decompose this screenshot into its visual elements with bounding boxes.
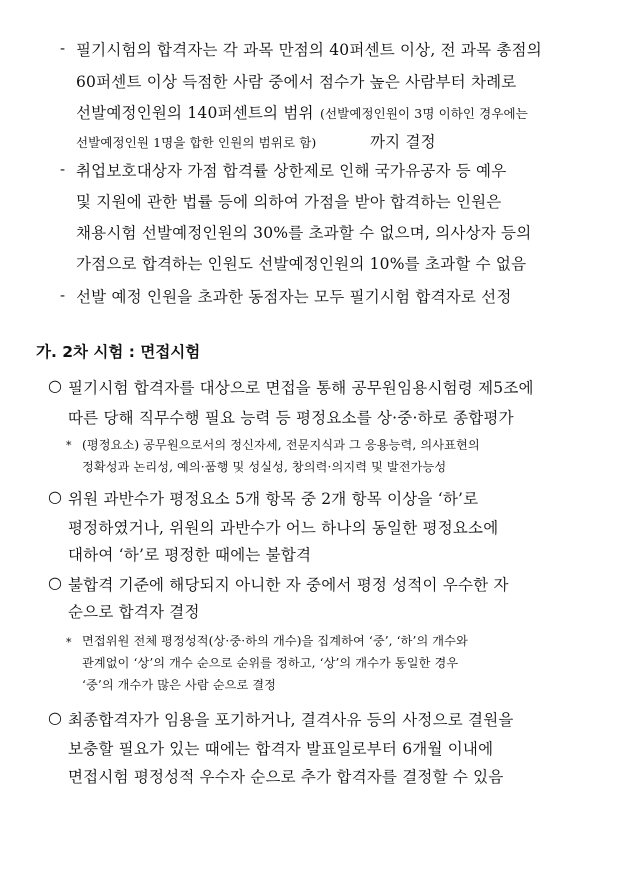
dash-marker: - bbox=[60, 286, 66, 304]
asterisk-icon: * bbox=[66, 439, 72, 452]
circle-bullet-icon: ○ bbox=[48, 573, 62, 592]
rule-text-line: 취업보호대상자 가점 합격률 상한제로 인해 국가유공자 등 예우 bbox=[76, 162, 507, 180]
rule-text-line: 가점으로 합격하는 인원도 선발예정인원의 10%를 초과할 수 없음 bbox=[76, 255, 527, 273]
note-text-line: ‘중’의 개수가 많은 사람 순으로 결정 bbox=[82, 678, 277, 692]
rule-text-line: 채용시험 선발예정인원의 30%를 초과할 수 없으며, 의사상자 등의 bbox=[76, 224, 532, 242]
rule-text-line: 필기시험의 합격자는 각 과목 만점의 40퍼센트 이상, 전 과목 총점의 bbox=[76, 41, 542, 59]
interview-text-line: 따른 당해 직무수행 필요 능력 등 평정요소를 상·중·하로 종합평가 bbox=[68, 409, 514, 427]
rule-text-line: 선발 예정 인원을 초과한 동점자는 모두 필기시험 합격자로 선정 bbox=[76, 288, 512, 306]
rule-text-line: 선발예정인원의 140퍼센트의 범위 bbox=[76, 104, 314, 122]
interview-text-line: 필기시험 합격자를 대상으로 면접을 통해 공무원임용시험령 제5조에 bbox=[68, 379, 534, 397]
rule-text-line: 까지 결정 bbox=[370, 133, 436, 151]
interview-text-line: 불합격 기준에 해당되지 아니한 자 중에서 평정 성적이 우수한 자 bbox=[68, 576, 509, 594]
rule-parenthetical: 선발예정인원 1명을 합한 인원의 범위로 함) bbox=[76, 135, 317, 150]
note-text-line: 정확성과 논리성, 예의·품행 및 성실성, 창의력·의지력 및 발전가능성 bbox=[82, 460, 447, 474]
asterisk-icon: * bbox=[66, 636, 72, 649]
interview-text-line: 평정하였거나, 위원의 과반수가 어느 하나의 동일한 평정요소에 bbox=[68, 519, 499, 537]
note-text-line: 면접위원 전체 평정성적(상·중·하의 개수)을 집계하여 ‘중’, ‘하’의 개수와 bbox=[82, 634, 468, 648]
rule-text-line: 및 지원에 관한 법률 등에 의하여 가점을 받아 합격하는 인원은 bbox=[76, 193, 502, 211]
circle-bullet-icon: ○ bbox=[48, 708, 62, 727]
rule-text-line: 60퍼센트 이상 득점한 사람 중에서 점수가 높은 사람부터 차례로 bbox=[76, 73, 517, 91]
interview-text-line: 위원 과반수가 평정요소 5개 항목 중 2개 항목 이상을 ‘하’로 bbox=[68, 490, 479, 508]
circle-bullet-icon: ○ bbox=[48, 376, 62, 395]
interview-text-line: 보충할 필요가 있는 때에는 합격자 발표일로부터 6개월 이내에 bbox=[68, 740, 494, 758]
interview-text-line: 최종합격자가 임용을 포기하거나, 결격사유 등의 사정으로 결원을 bbox=[68, 711, 514, 729]
note-text-line: (평정요소) 공무원으로서의 정신자세, 전문지식과 그 응용능력, 의사표현의 bbox=[82, 438, 480, 452]
interview-text-line: 대하여 ‘하’로 평정한 때에는 불합격 bbox=[68, 546, 312, 564]
dash-marker: - bbox=[60, 160, 66, 178]
rule-parenthetical: (선발예정인원이 3명 이하인 경우에는 bbox=[320, 106, 528, 121]
interview-text-line: 순으로 합격자 결정 bbox=[68, 603, 200, 621]
interview-text-line: 면접시험 평정성적 우수자 순으로 추가 합격자를 결정할 수 있음 bbox=[68, 768, 504, 786]
note-text-line: 관계없이 ‘상’의 개수 순으로 순위를 정하고, ‘상’의 개수가 동일한 경우 bbox=[82, 656, 459, 670]
dash-marker: - bbox=[60, 39, 66, 57]
section-heading: 가. 2차 시험 : 면접시험 bbox=[36, 343, 201, 361]
circle-bullet-icon: ○ bbox=[48, 487, 62, 506]
